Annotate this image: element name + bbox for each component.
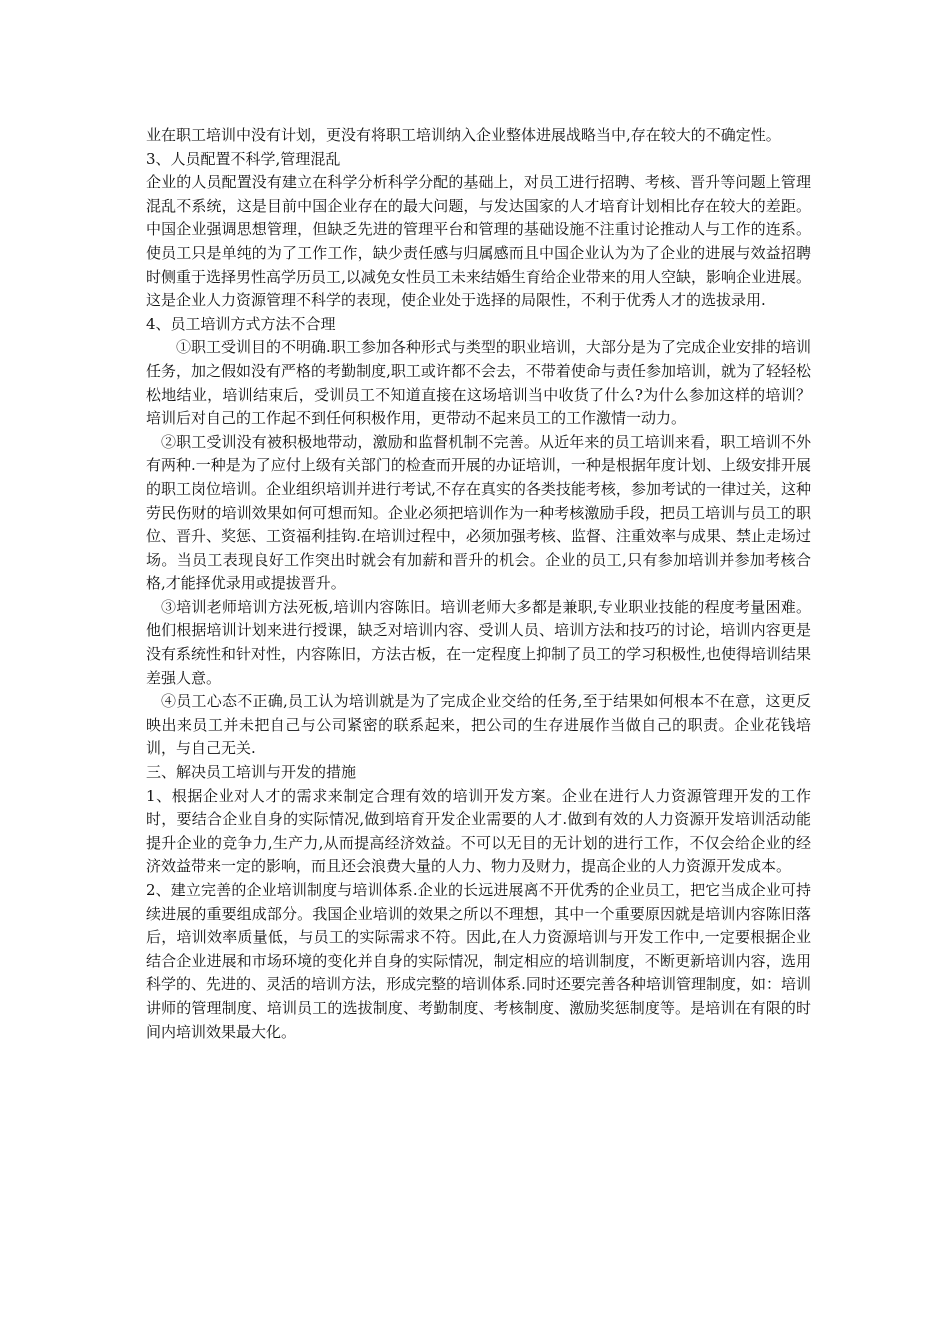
paragraph-point-2: ②职工受训没有被积极地带动，激励和监督机制不完善。从近年来的员工培训来看，职工培训不外有两种.一种是为了应付上级有关部门的检查而开展的办证培训，一种是根据年度计划、上级安排开展的职工岗位培训。企业组织培训并进行考试,不存在真实的各类技能考核，参加考试的一律过关，这种劳民伤财的培训效果如何可想而知。企业必须把培训作为一种考核激励手段，把员工培训与员工的职位、晋升、奖惩、工资福利挂钩.在培训过程中，必须加强考核、监督、注重效率与成果、禁止走场过场。当员工表现良好工作突出时就会有加薪和晋升的机会。企业的员工,只有参加培训并参加考核合格,才能择优录用或提拔晋升。 [146,432,811,593]
paragraph-continuation: 业在职工培训中没有计划，更没有将职工培训纳入企业整体进展战略当中,存在较大的不确定性。 [146,126,781,144]
paragraph-point-3: ③培训老师培训方法死板,培训内容陈旧。培训老师大多都是兼职,专业职业技能的程度考量困难。他们根据培训计划来进行授课，缺乏对培训内容、受训人员、培训方法和技巧的讨论，培训内容更是没有系统性和针对性，内容陈旧，方法古板，在一定程度上抑制了员工的学习积极性,也使得培训结果差强人意。 [146,597,811,687]
document-body [146,124,811,1044]
paragraph-measure-1: 1、根据企业对人才的需求来制定合理有效的培训开发方案。企业在进行人力资源管理开发的工作时，要结合企业自身的实际情况,做到培育开发企业需要的人才.做到有效的人力资源开发培训活动能提升企业的竞争力,生产力,从而提高经济效益。不可以无目的无计划的进行工作，不仅会给企业的经济效益带来一定的影响，而且还会浪费大量的人力、物力及财力，提高企业的人力资源开发成本。 [146,786,811,876]
paragraph-point-1: ①职工受训目的不明确.职工参加各种形式与类型的职业培训，大部分是为了完成企业安排的培训任务，加之假如没有严格的考勤制度,职工或许都不会去，不带着使命与责任参加培训，就为了轻轻松松地结业，培训结束后，受训员工不知道直接在这场培训当中收货了什么?为什么参加这样的培训？培训后对自己的工作起不到任何积极作用，更带动不起来员工的工作激情一动力。 [146,338,811,428]
section-heading-measures: 三、解决员工培训与开发的措施 [146,763,357,782]
section-heading-3: 3、人员配置不科学,管理混乱 [146,149,341,168]
paragraph-measure-2: 2、建立完善的企业培训制度与培训体系.企业的长远进展离不开优秀的企业员工，把它当成企业可持续进展的重要组成部分。我国企业培训的效果之所以不理想，其中一个重要原因就是培训内容陈旧落后，培训效率质量低，与员工的实际需求不符。因此,在人力资源培训与开发工作中,一定要根据企业结合企业进展和市场环境的变化并自身的实际情况，制定相应的培训制度，不断更新培训内容，选用科学的、先进的、灵活的培训方法，形成完整的培训体系.同时还要完善各种培训管理制度，如：培训讲师的管理制度、培训员工的选拔制度、考勤制度、考核制度、激励奖惩制度等。是培训在有限的时间内培训效果最大化。 [146,881,811,1041]
section-heading-4: 4、员工培训方式方法不合理 [146,314,336,333]
paragraph-point-4: ④员工心态不正确,员工认为培训就是为了完成企业交给的任务,至于结果如何根本不在意，这更反映出来员工并未把自己与公司紧密的联系起来，把公司的生存进展作当做自己的职责。企业花钱培训，与自己无关. [146,692,811,758]
paragraph-staffing: 企业的人员配置没有建立在科学分析科学分配的基础上，对员工进行招聘、考核、晋升等问题上管理混乱不系统，这是目前中国企业存在的最大问题，与发达国家的人才培育计划相比存在较大的差距。中国企业强调思想管理，但缺乏先进的管理平台和管理的基础设施不注重讨论推动人与工作的连系。使员工只是单纯的为了工作工作，缺少责任感与归属感而且中国企业认为为了企业的进展与效益招聘时侧重于选择男性高学历员工,以减免女性员工未来结婚生育给企业带来的用人空缺，影响企业进展。这是企业人力资源管理不科学的表现，使企业处于选择的局限性，不利于优秀人才的选拔录用. [146,173,811,310]
